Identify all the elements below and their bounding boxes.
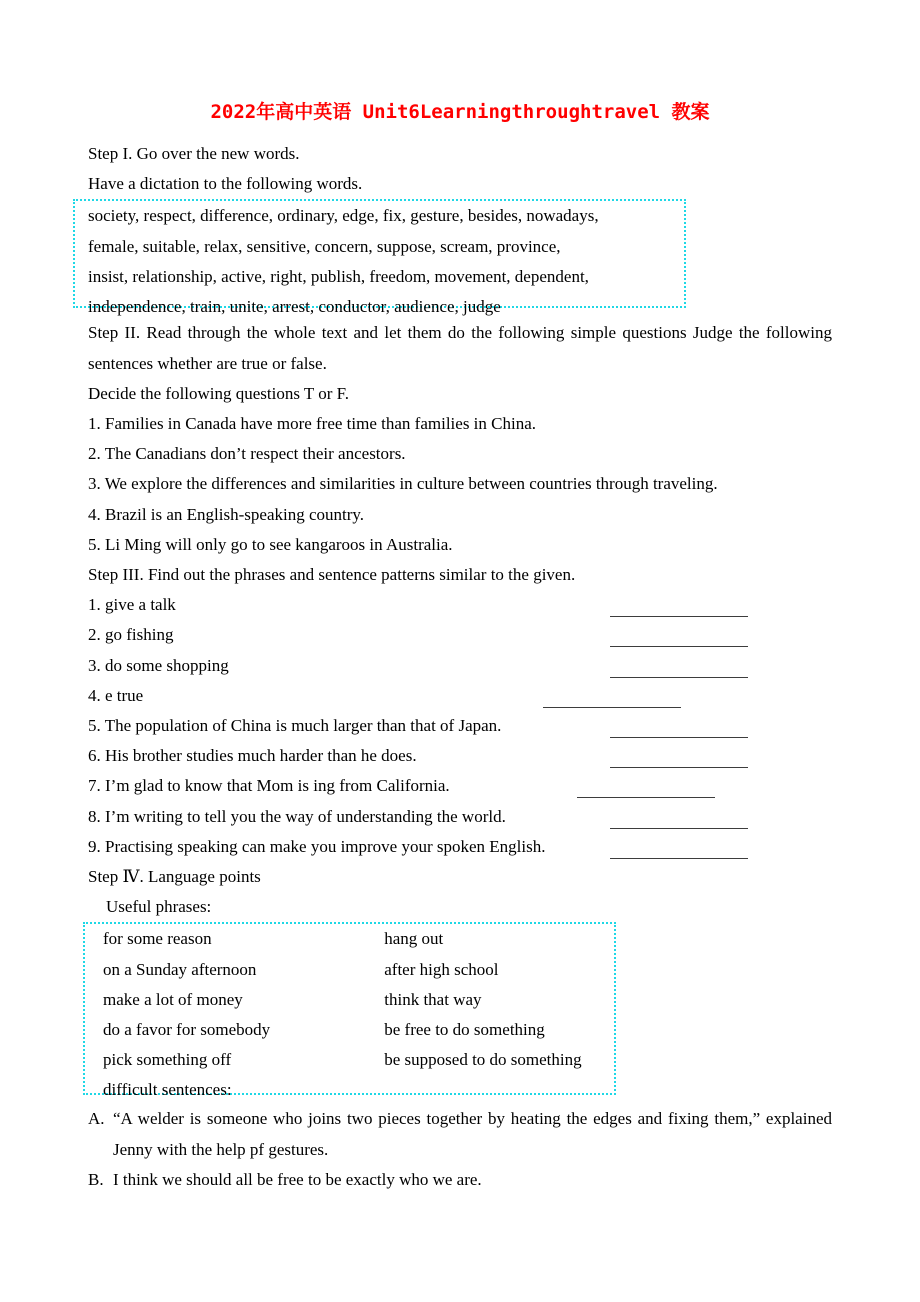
answer-blank <box>610 616 748 617</box>
difficult-sentence <box>88 1104 832 1164</box>
item-marker: A. <box>88 1109 105 1129</box>
useful-phrase-right: think that way <box>384 989 482 1009</box>
useful-phrases-box <box>83 922 616 1100</box>
useful-phrase-right: after high school <box>384 959 499 979</box>
phrase-item-text: 2. go fishing <box>88 625 174 645</box>
useful-phrase-left: for some reason <box>103 929 212 949</box>
step2-heading: Step II. Read through the whole text and let them do the following simple questions Judge the following sentences whether are true or false. <box>88 323 832 373</box>
phrase-item <box>88 771 832 801</box>
document-body <box>0 139 920 1195</box>
phrase-item <box>88 681 832 711</box>
phrase-item-text: 1. give a talk <box>88 595 176 615</box>
useful-phrase-right: be free to do something <box>384 1020 545 1040</box>
difficult-sentence-text: “A welder is someone who joins two pieces together by heating the edges and fixing them,” explained Jenny with the help pf gestures. <box>113 1109 832 1159</box>
phrase-item <box>88 590 832 620</box>
phrase-item-text: 4. e true <box>88 685 144 705</box>
phrase-item <box>88 802 832 832</box>
phrase-item-text: 8. I’m writing to tell you the way of understanding the world. <box>88 806 506 826</box>
useful-phrase-row <box>103 955 614 985</box>
answer-blank <box>577 797 715 798</box>
phrase-item <box>88 711 832 741</box>
step3-heading: Step III. Find out the phrases and sentence patterns similar to the given. <box>88 565 576 585</box>
tf-question: 5. Li Ming will only go to see kangaroos in Australia. <box>88 534 453 554</box>
item-marker: B. <box>88 1169 104 1189</box>
dictation-line: society, respect, difference, ordinary, edge, fix, gesture, besides, nowadays, <box>88 206 599 226</box>
phrase-item <box>88 620 832 650</box>
tf-question: 2. The Canadians don’t respect their ancestors. <box>88 444 406 464</box>
dictation-line: independence, train, unite, arrest, conductor, audience, judge <box>88 297 501 317</box>
dictation-line: insist, relationship, active, right, publish, freedom, movement, dependent, <box>88 266 589 286</box>
useful-phrase-left: make a lot of money <box>103 989 243 1009</box>
useful-phrase-left: pick something off <box>103 1050 232 1070</box>
useful-phrase-row <box>103 1015 614 1045</box>
useful-phrase-left: on a Sunday afternoon <box>103 959 257 979</box>
dictation-words-box <box>73 199 686 317</box>
phrase-item-text: 9. Practising speaking can make you improve your spoken English. <box>88 836 546 856</box>
useful-phrase-row <box>103 924 614 954</box>
tf-question: 4. Brazil is an English-speaking country. <box>88 504 365 524</box>
answer-blank <box>610 828 748 829</box>
answer-blank <box>543 707 681 708</box>
answer-blank <box>610 646 748 647</box>
useful-phrase-row <box>103 985 614 1015</box>
difficult-sentences-label <box>103 1075 614 1105</box>
useful-phrase-right: be supposed to do something <box>384 1050 582 1070</box>
step1-subheading: Have a dictation to the following words. <box>88 174 363 194</box>
phrase-item <box>88 832 832 862</box>
phrase-item <box>88 741 832 771</box>
answer-blank <box>610 767 748 768</box>
phrase-item-text: 3. do some shopping <box>88 655 229 675</box>
phrase-item-text: 5. The population of China is much larger than that of Japan. <box>88 716 502 736</box>
useful-phrase-left: do a favor for somebody <box>103 1020 271 1040</box>
answer-blank <box>610 858 748 859</box>
phrase-item <box>88 651 832 681</box>
useful-phrase-right: hang out <box>384 929 444 949</box>
dictation-line: female, suitable, relax, sensitive, concern, suppose, scream, province, <box>88 236 561 256</box>
step4-heading: Step Ⅳ. Language points <box>88 867 261 887</box>
answer-blank <box>610 677 748 678</box>
difficult-sentences-list <box>88 1104 832 1195</box>
difficult-sentence-text: I think we should all be free to be exactly who we are. <box>113 1169 482 1189</box>
tf-question: 3. We explore the differences and similarities in culture between countries through traveling. <box>88 474 718 494</box>
step2-instruction: Decide the following questions T or F. <box>88 383 350 403</box>
useful-phrases-label: Useful phrases: <box>106 897 212 917</box>
document-title: 2022年高中英语 Unit6Learningthroughtravel 教案 <box>210 101 710 123</box>
tf-question: 1. Families in Canada have more free time than families in China. <box>88 414 537 434</box>
phrase-item-text: 7. I’m glad to know that Mom is ing from California. <box>88 776 450 796</box>
step1-heading: Step I. Go over the new words. <box>88 144 300 163</box>
answer-blank <box>610 737 748 738</box>
difficult-sentence <box>88 1165 832 1195</box>
useful-phrase-row <box>103 1045 614 1075</box>
phrase-item-text: 6. His brother studies much harder than he does. <box>88 746 417 766</box>
useful-phrase-left: difficult sentences: <box>103 1080 232 1100</box>
